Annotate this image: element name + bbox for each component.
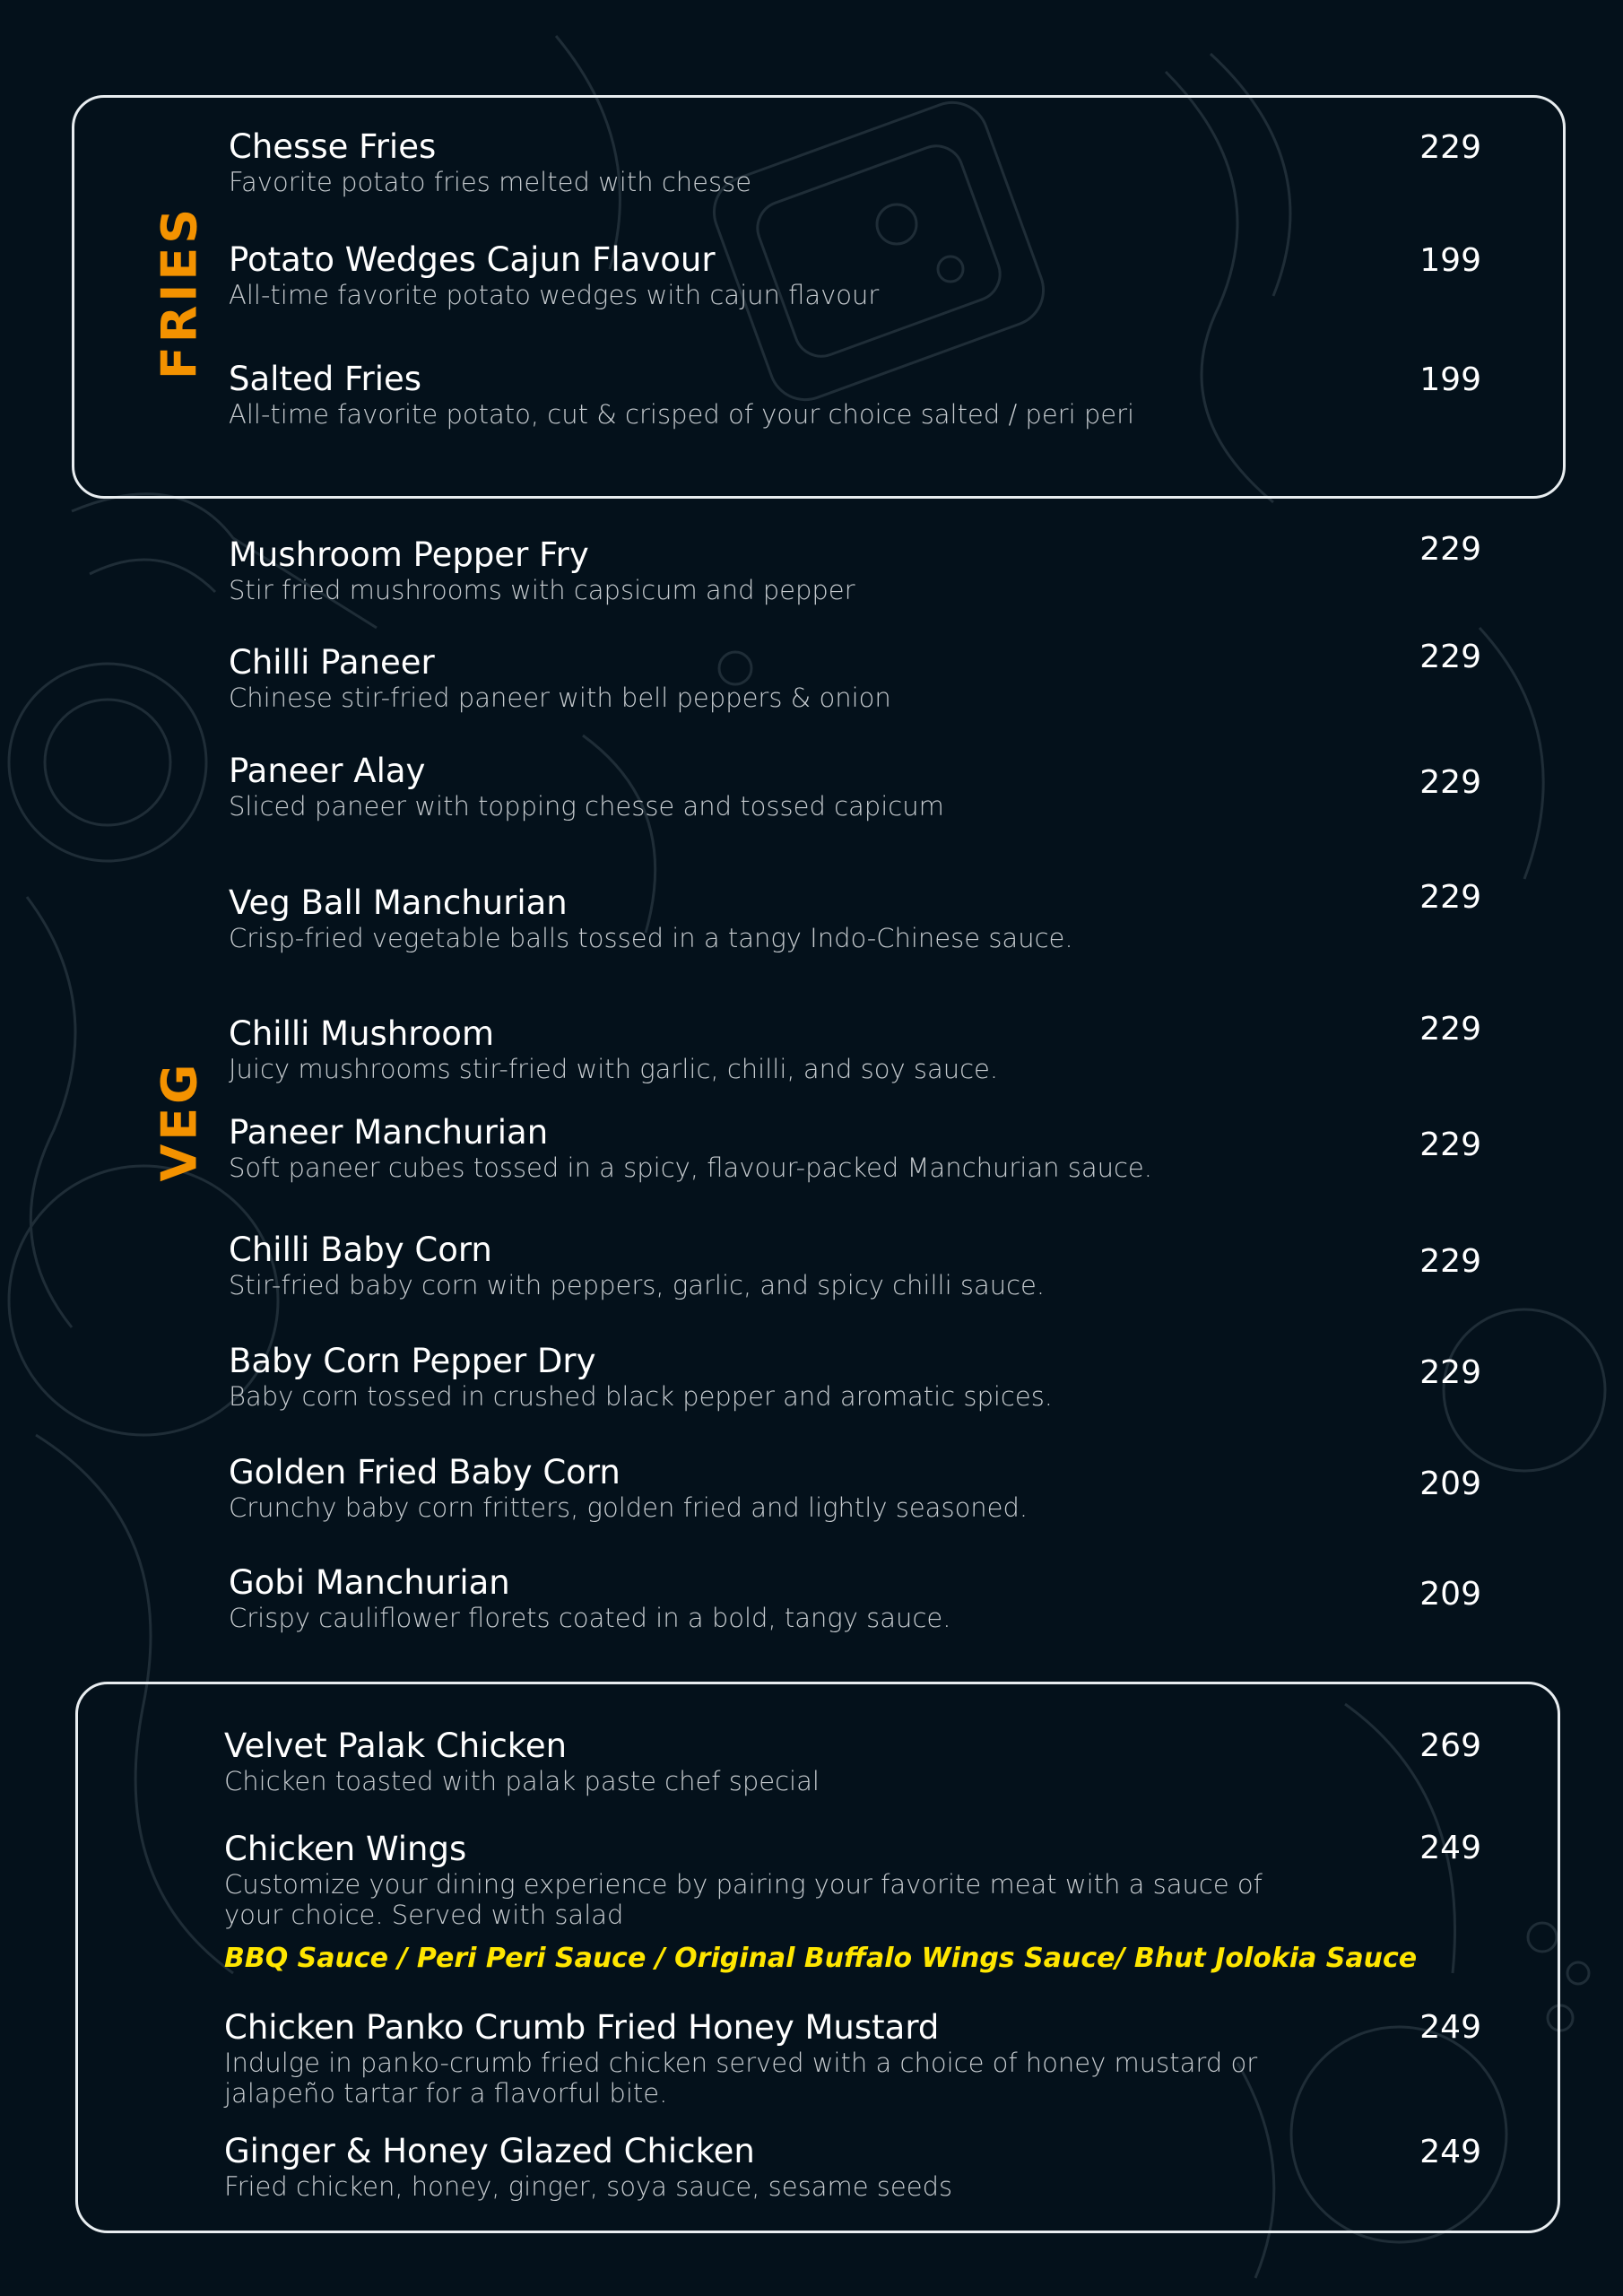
item-price: 199 (1419, 242, 1481, 279)
item-name: Chilli Baby Corn (229, 1231, 492, 1269)
menu-item (224, 2008, 1480, 2109)
menu-item (229, 360, 1484, 430)
menu-item (229, 240, 1484, 310)
item-name: Gobi Manchurian (229, 1563, 510, 1602)
item-description: Stir fried mushrooms with capsicum and pepper (229, 575, 855, 605)
item-description: Chinese stir-fried paneer with bell peppers & onion (229, 683, 891, 713)
item-description: Stir-fried baby corn with peppers, garlic, and spicy chilli sauce. (229, 1270, 1046, 1300)
item-description: Juicy mushrooms stir-fried with garlic, chilli, and soy sauce. (229, 1054, 999, 1084)
menu-item (229, 1014, 1484, 1084)
menu-item (224, 1830, 1480, 1930)
menu-item (229, 127, 1484, 197)
item-price: 229 (1419, 129, 1481, 166)
item-name: Golden Fried Baby Corn (229, 1453, 621, 1492)
item-price: 249 (1419, 2134, 1481, 2170)
item-description: Favorite potato fries melted with chesse (229, 167, 752, 197)
item-price: 229 (1419, 879, 1481, 916)
item-price: 209 (1419, 1576, 1481, 1613)
item-name: Paneer Manchurian (229, 1113, 549, 1152)
item-description: Chicken toasted with palak paste chef special (224, 1766, 820, 1796)
menu-item (229, 1342, 1484, 1412)
item-price: 199 (1419, 361, 1481, 398)
item-description: Fried chicken, honey, ginger, soya sauce, sesame seeds (224, 2171, 953, 2202)
item-name: Chilli Mushroom (229, 1014, 494, 1053)
item-description: All-time favorite potato wedges with cajun flavour (229, 280, 880, 310)
menu-item (229, 1231, 1484, 1300)
item-name: Potato Wedges Cajun Flavour (229, 240, 716, 279)
item-price: 229 (1419, 531, 1481, 568)
item-price: 229 (1419, 1126, 1481, 1163)
menu-item (229, 883, 1484, 953)
item-name: Salted Fries (229, 360, 422, 398)
item-name: Mushroom Pepper Fry (229, 535, 589, 574)
item-price: 249 (1419, 1830, 1481, 1866)
item-name: Chicken Wings (224, 1830, 467, 1868)
menu-item (229, 643, 1484, 713)
menu-item (224, 2132, 1480, 2202)
item-price: 249 (1419, 2009, 1481, 2046)
menu-item (224, 1726, 1480, 1796)
item-description: Crunchy baby corn fritters, golden fried and lightly seasoned. (229, 1492, 1028, 1523)
item-description: Customize your dining experience by pairing your favorite meat with a sauce of your choice. Served with salad (224, 1869, 1263, 1930)
item-description: Baby corn tossed in crushed black pepper and aromatic spices. (229, 1381, 1054, 1412)
veg-category-label: VEG (151, 1060, 208, 1182)
item-name: Ginger & Honey Glazed Chicken (224, 2132, 755, 2170)
item-price: 229 (1419, 1011, 1481, 1048)
menu-item (229, 1113, 1484, 1183)
item-name: Chilli Paneer (229, 643, 435, 682)
item-description: Crisp-fried vegetable balls tossed in a tangy Indo-Chinese sauce. (229, 923, 1073, 953)
item-price: 229 (1419, 764, 1481, 801)
item-price: 229 (1419, 639, 1481, 675)
menu-item (229, 1563, 1484, 1633)
item-description: Sliced paneer with topping chesse and tossed capicum (229, 791, 944, 822)
menu-item (229, 535, 1484, 605)
item-name: Baby Corn Pepper Dry (229, 1342, 596, 1380)
item-description: All-time favorite potato, cut & crisped of your choice salted / peri peri (229, 399, 1135, 430)
item-description: Soft paneer cubes tossed in a spicy, flavour-packed Manchurian sauce. (229, 1152, 1152, 1183)
menu-item (229, 752, 1484, 822)
sauce-options: BBQ Sauce / Peri Peri Sauce / Original Buffalo Wings Sauce/ Bhut Jolokia Sauce (224, 1943, 1418, 1974)
item-description: Indulge in panko-crumb fried chicken served with a choice of honey mustard or jalapeño tartar for a flavorful bite. (224, 2048, 1258, 2109)
item-name: Paneer Alay (229, 752, 426, 790)
menu-item (229, 1453, 1484, 1523)
item-name: Chicken Panko Crumb Fried Honey Mustard (224, 2008, 940, 2047)
item-price: 229 (1419, 1243, 1481, 1280)
item-name: Velvet Palak Chicken (224, 1726, 568, 1765)
item-name: Veg Ball Manchurian (229, 883, 568, 922)
item-price: 229 (1419, 1354, 1481, 1391)
item-description: Crispy cauliflower florets coated in a bold, tangy sauce. (229, 1603, 951, 1633)
fries-category-label: FRIES (151, 204, 208, 380)
item-price: 269 (1419, 1727, 1481, 1764)
item-price: 209 (1419, 1465, 1481, 1502)
item-name: Chesse Fries (229, 127, 437, 166)
